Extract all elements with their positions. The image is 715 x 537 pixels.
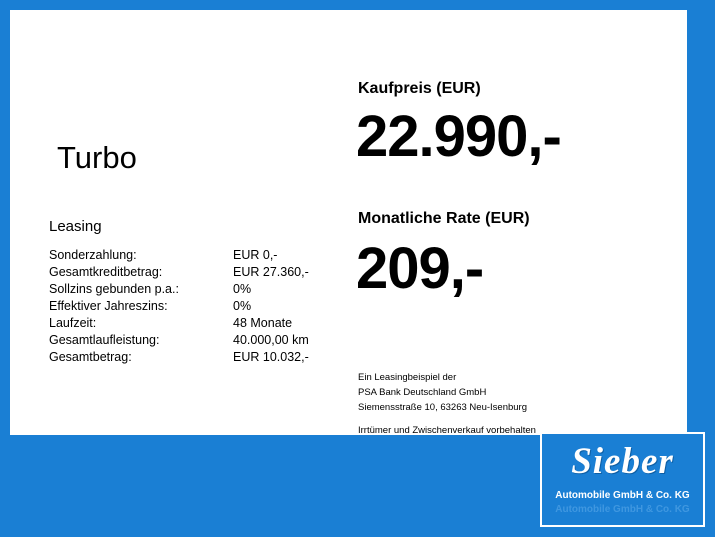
table-row: [49, 265, 309, 282]
disclaimer-line-1: Ein Leasingbeispiel der: [358, 372, 457, 383]
vehicle-model-title: Turbo: [57, 140, 137, 175]
monthly-rate-value: 209,-: [356, 236, 484, 301]
leasing-section-heading: Leasing: [49, 218, 102, 235]
leasing-value: 48 Monate: [233, 316, 293, 330]
leasing-label: Sollzins gebunden p.a.:: [49, 282, 179, 296]
leasing-value: EUR 27.360,-: [233, 265, 309, 279]
leasing-value: 0%: [233, 282, 252, 296]
leasing-label: Laufzeit:: [49, 316, 97, 330]
table-row: [49, 350, 309, 367]
table-row: [49, 333, 309, 350]
disclaimer-spacer: [358, 415, 536, 423]
leasing-label: Effektiver Jahreszins:: [49, 299, 168, 313]
monthly-rate-label: Monatliche Rate (EUR): [358, 210, 530, 227]
dealer-subtitle-shadow: Automobile GmbH & Co. KG: [555, 504, 690, 515]
disclaimer-line-4: Irrtümer und Zwischenverkauf vorbehalten: [358, 425, 536, 436]
disclaimer-line-3: Siemensstraße 10, 63263 Neu-Isenburg: [358, 402, 527, 413]
vehicle-offer-card: [10, 10, 687, 435]
leasing-value: EUR 10.032,-: [233, 350, 309, 364]
leasing-label: Sonderzahlung:: [49, 248, 137, 262]
leasing-label: Gesamtkreditbetrag:: [49, 265, 163, 279]
dealer-subtitle: Automobile GmbH & Co. KG: [555, 490, 690, 501]
table-row: [49, 248, 309, 265]
table-row: [49, 282, 309, 299]
disclaimer-line-2: PSA Bank Deutschland GmbH: [358, 387, 487, 398]
leasing-value: 40.000,00 km: [233, 333, 309, 347]
purchase-price-label: Kaufpreis (EUR): [358, 80, 481, 97]
leasing-value: EUR 0,-: [233, 248, 278, 262]
purchase-price-value: 22.990,-: [356, 104, 561, 169]
table-row: [49, 316, 309, 333]
leasing-label: Gesamtlaufleistung:: [49, 333, 160, 347]
leasing-label: Gesamtbetrag:: [49, 350, 132, 364]
dealer-logo: [540, 432, 705, 527]
table-row: [49, 299, 309, 316]
leasing-details-table: [49, 248, 309, 367]
disclaimer-block: [358, 370, 536, 438]
dealer-name: Sieber: [571, 441, 674, 482]
leasing-value: 0%: [233, 299, 252, 313]
